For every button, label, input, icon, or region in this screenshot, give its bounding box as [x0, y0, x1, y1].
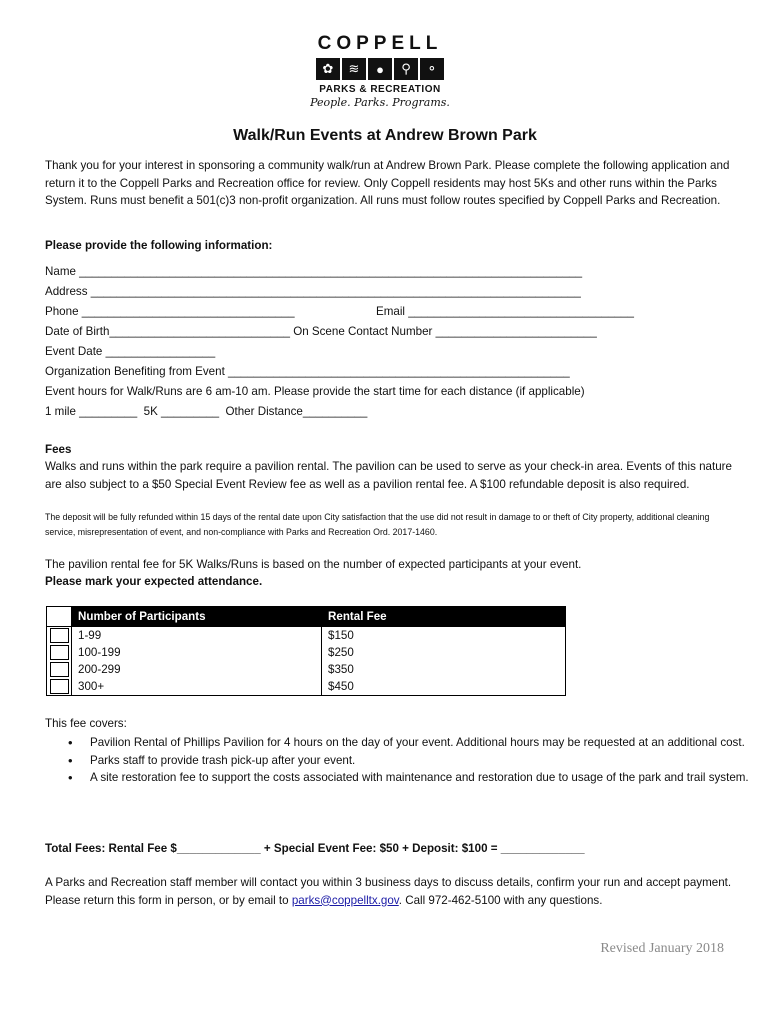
- phone-field[interactable]: Phone _________________________________: [45, 305, 295, 318]
- fee-cell: $150: [322, 627, 566, 645]
- participants-cell: 100-199: [72, 644, 322, 661]
- closing-text: A Parks and Recreation staff member will contact you within 3 business days to discuss details, confirm your run and accept payment. Please return this form in person, or by email to: [45, 876, 732, 907]
- participants-header: Number of Participants: [72, 607, 322, 627]
- participants-cell: 200-299: [72, 661, 322, 678]
- table-header-row: [47, 607, 566, 627]
- logo-word: COPPELL: [317, 33, 443, 54]
- covers-heading: This fee covers:: [45, 717, 127, 730]
- list-item: • Pavilion Rental of Phillips Pavilion for 4 hours on the day of your event. Additional hours may be requested at an additional cost.: [90, 734, 770, 752]
- logo-icon-strip: [305, 58, 455, 80]
- table-row: [47, 627, 566, 645]
- pavilion-fee-text: The pavilion rental fee for 5K Walks/Runs is based on the number of expected participants at your event.: [45, 558, 582, 571]
- closing-paragraph: [45, 874, 735, 909]
- fee-cell: $450: [322, 678, 566, 696]
- attendance-checkbox[interactable]: [50, 662, 69, 677]
- deposit-small-print: The deposit will be fully refunded within 15 days of the rental date upon City satisfaction that the use did not result in damage to or theft of City property, additional cleaning service, misrepresentation of event, and non-compliance with Parks and Recreation Ord. 2017-1460.: [45, 512, 710, 537]
- total-fees-line[interactable]: Total Fees: Rental Fee $_____________ + Special Event Fee: $50 + Deposit: $100 = _____________: [45, 842, 585, 855]
- attendance-checkbox[interactable]: [50, 628, 69, 643]
- covers-list: [45, 734, 770, 787]
- organization-field[interactable]: Organization Benefiting from Event _____________________________________________________: [45, 365, 570, 378]
- closing-text-end: . Call 972-462-5100 with any questions.: [398, 893, 603, 907]
- distance-fields[interactable]: 1 mile _________ 5K _________ Other Distance__________: [45, 405, 368, 418]
- bicycle-icon: ⚲: [394, 58, 418, 80]
- participants-cell: 300+: [72, 678, 322, 696]
- coppell-logo: [305, 34, 455, 109]
- info-heading: Please provide the following information:: [45, 239, 273, 252]
- email-link[interactable]: parks@coppelltx.gov: [291, 893, 399, 907]
- checkbox-header: [47, 607, 72, 627]
- fee-header: Rental Fee: [322, 607, 566, 627]
- fee-cell: $250: [322, 644, 566, 661]
- event-date-field[interactable]: Event Date _________________: [45, 345, 216, 358]
- table-row: [47, 678, 566, 696]
- event-hours-text: Event hours for Walk/Runs are 6 am-10 am. Please provide the start time for each distance (if applicable): [45, 385, 585, 398]
- name-field[interactable]: Name ______________________________________________________________________________: [45, 265, 583, 278]
- rental-fee-table: [46, 606, 566, 696]
- dob-contact-field[interactable]: Date of Birth____________________________ On Scene Contact Number _________________________: [45, 325, 597, 338]
- tree-icon: ✿: [316, 58, 340, 80]
- list-item: • Parks staff to provide trash pick-up after your event.: [90, 752, 770, 770]
- intro-paragraph: Thank you for your interest in sponsoring a community walk/run at Andrew Brown Park. Please complete the following application and return it to the Coppell Parks and Recreation office for review. Only Coppell residents may host 5Ks and other runs within the Parks System. Runs must benefit a 501(c)3 non-profit organization. All runs must follow routes specified by Coppell Parks and Recreation.: [45, 159, 730, 207]
- water-icon: ≋: [342, 58, 366, 80]
- revised-date: Revised January 2018: [600, 941, 724, 956]
- mark-attendance-text: Please mark your expected attendance.: [45, 575, 263, 588]
- logo-tagline: People. Parks. Programs.: [310, 96, 450, 109]
- fee-cell: $350: [322, 661, 566, 678]
- fees-heading: Fees: [45, 443, 72, 456]
- fees-paragraph: Walks and runs within the park require a pavilion rental. The pavilion can be used to serve as your check-in area. Events of this nature are also subject to a $50 Special Event Review fee as well as a pavilion rental fee. A $100 refundable deposit is also required.: [45, 460, 732, 491]
- table-row: [47, 644, 566, 661]
- page-title: Walk/Run Events at Andrew Brown Park: [233, 127, 537, 144]
- participants-cell: 1-99: [72, 627, 322, 645]
- address-field[interactable]: Address ____________________________________________________________________________: [45, 285, 581, 298]
- attendance-checkbox[interactable]: [50, 645, 69, 660]
- email-field[interactable]: Email ___________________________________: [376, 305, 634, 318]
- list-item: • A site restoration fee to support the costs associated with maintenance and restoration due to usage of the park and trail system.: [90, 769, 770, 787]
- table-row: [47, 661, 566, 678]
- attendance-checkbox[interactable]: [50, 679, 69, 694]
- logo-subtitle: PARKS & RECREATION: [319, 84, 441, 95]
- basketball-icon: ●: [368, 58, 392, 80]
- racket-icon: ⚬: [420, 58, 444, 80]
